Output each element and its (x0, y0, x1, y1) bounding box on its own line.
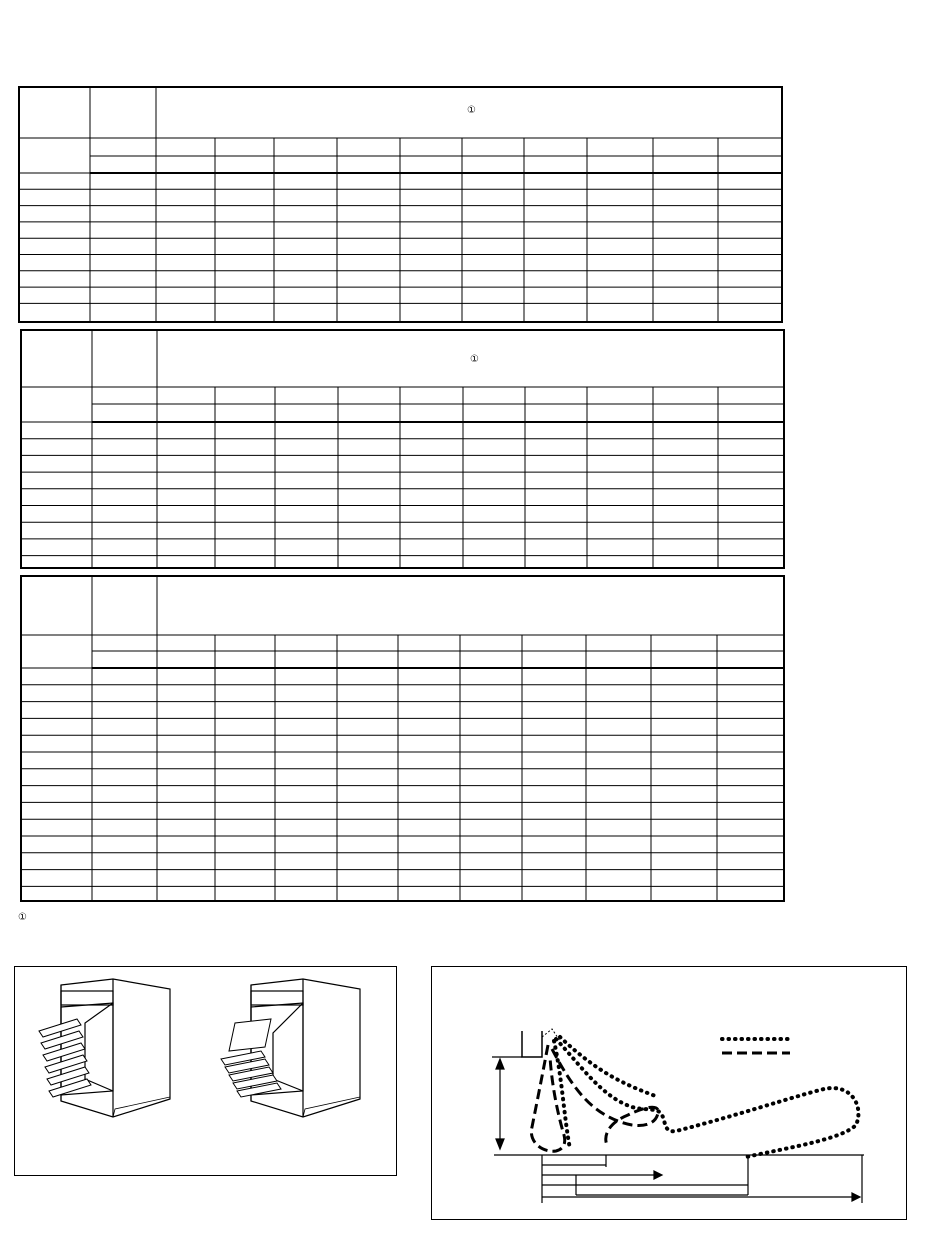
unit-illustration-1 (39, 979, 170, 1117)
spec-table-2 (20, 329, 785, 569)
spec-table-1 (18, 86, 783, 323)
unit-illustrations (15, 967, 398, 1177)
unit-illustration-2 (221, 979, 360, 1117)
table-1-grid (20, 88, 781, 321)
spec-table-3 (20, 575, 785, 902)
table-1-header-marker: ① (467, 105, 476, 116)
dashed-throw-pattern (531, 1045, 658, 1151)
footnote-marker: ① (18, 912, 27, 923)
height-dimension (492, 1057, 522, 1149)
table-3-grid (22, 577, 783, 900)
air-throw-diagram-panel (431, 966, 907, 1220)
air-throw-diagram (432, 967, 908, 1221)
unit-illustration-panel (14, 966, 397, 1176)
throw-distance-arrows (542, 1155, 862, 1203)
dotted-throw-pattern (554, 1037, 858, 1157)
table-2-grid (22, 331, 783, 567)
table-2-header-marker: ① (470, 354, 479, 365)
